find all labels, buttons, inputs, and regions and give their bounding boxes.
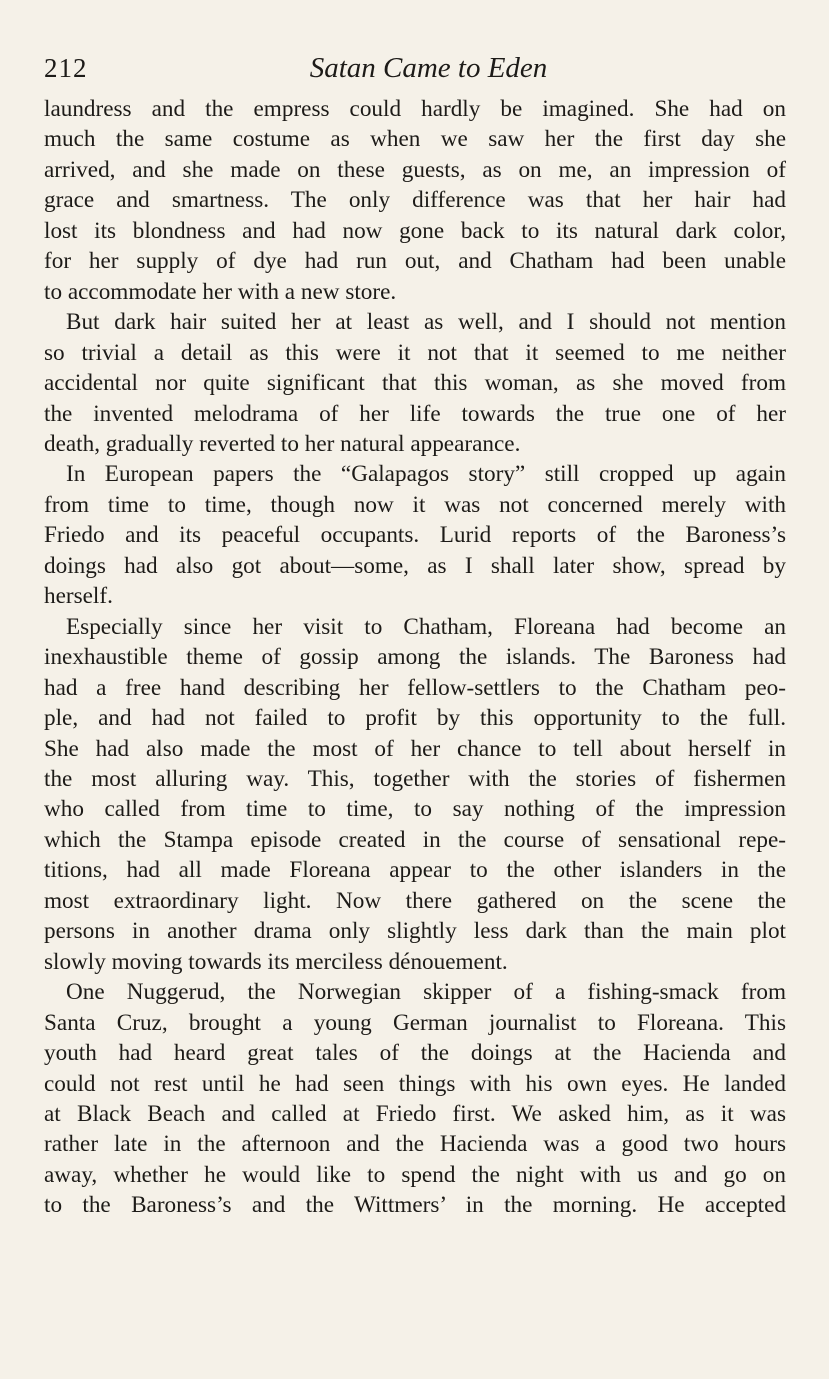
- paragraph: [44, 459, 786, 611]
- text-line: at Black Beach and called at Friedo first. We asked him, as it was: [44, 1100, 786, 1127]
- text-line: inexhaustible theme of gossip among the islands. The Baroness had: [44, 644, 786, 671]
- text-line: ple, and had not failed to profit by this opportunity to the full.: [44, 705, 786, 732]
- text-line: arrived, and she made on these guests, as on me, an impression of: [44, 156, 786, 183]
- text-line: most extraordinary light. Now there gathered on the scene the: [44, 887, 786, 914]
- text-line: rather late in the afternoon and the Hacienda was a good two hours: [44, 1131, 786, 1158]
- text-line: which the Stampa episode created in the course of sensational repe-: [44, 826, 786, 853]
- text-line: persons in another drama only slightly less dark than the main plot: [44, 918, 786, 945]
- running-head: [44, 46, 785, 90]
- text-line: titions, had all made Floreana appear to the other islanders in the: [44, 857, 786, 884]
- text-line: grace and smartness. The only difference was that her hair had: [44, 187, 786, 214]
- text-line: away, whether he would like to spend the night with us and go on: [44, 1161, 786, 1188]
- text-line: for her supply of dye had run out, and Chatham had been unable: [44, 248, 786, 275]
- text-line: slowly moving towards its merciless dénouement.: [44, 948, 508, 975]
- text-line: the most alluring way. This, together with the stories of fishermen: [44, 765, 786, 792]
- page-number: 212: [44, 53, 88, 83]
- running-title: Satan Came to Eden: [309, 52, 548, 84]
- paragraph: [44, 307, 786, 459]
- text-line: much the same costume as when we saw her the first day she: [44, 126, 786, 153]
- text-line: Friedo and its peaceful occupants. Lurid reports of the Baroness’s: [44, 522, 786, 549]
- text-line: Especially since her visit to Chatham, Floreana had become an: [66, 613, 786, 640]
- body-text: [44, 94, 786, 1221]
- text-line: accidental nor quite significant that this woman, as she moved from: [44, 370, 786, 397]
- paragraph: [44, 977, 786, 1221]
- text-line: to accommodate her with a new store.: [44, 278, 397, 305]
- text-line: In European papers the “Galapagos story” still cropped up again: [66, 461, 786, 488]
- text-line: could not rest until he had seen things with his own eyes. He landed: [44, 1070, 786, 1097]
- text-line: who called from time to time, to say nothing of the impression: [44, 796, 786, 823]
- text-line: death, gradually reverted to her natural appearance.: [44, 430, 521, 457]
- text-line: youth had heard great tales of the doings at the Hacienda and: [44, 1040, 786, 1067]
- text-line: lost its blondness and had now gone back to its natural dark color,: [44, 217, 786, 244]
- text-line: herself.: [44, 583, 113, 610]
- paragraph: [44, 94, 786, 307]
- text-line: laundress and the empress could hardly be imagined. She had on: [44, 96, 786, 122]
- text-line: to the Baroness’s and the Wittmers’ in the morning. He accepted: [44, 1192, 786, 1219]
- text-line: from time to time, though now it was not concerned merely with: [44, 491, 786, 518]
- paragraph: [44, 612, 786, 977]
- text-line: had a free hand describing her fellow-settlers to the Chatham peo-: [44, 674, 786, 701]
- text-line: One Nuggerud, the Norwegian skipper of a fishing-smack from: [66, 979, 786, 1006]
- text-line: But dark hair suited her at least as well, and I should not mention: [66, 309, 786, 336]
- text-line: the invented melodrama of her life towards the true one of her: [44, 400, 786, 427]
- text-line: She had also made the most of her chance to tell about herself in: [44, 735, 786, 762]
- text-line: Santa Cruz, brought a young German journalist to Floreana. This: [44, 1009, 786, 1036]
- text-line: so trivial a detail as this were it not that it seemed to me neither: [44, 339, 786, 366]
- text-line: doings had also got about—some, as I shall later show, spread by: [44, 552, 786, 579]
